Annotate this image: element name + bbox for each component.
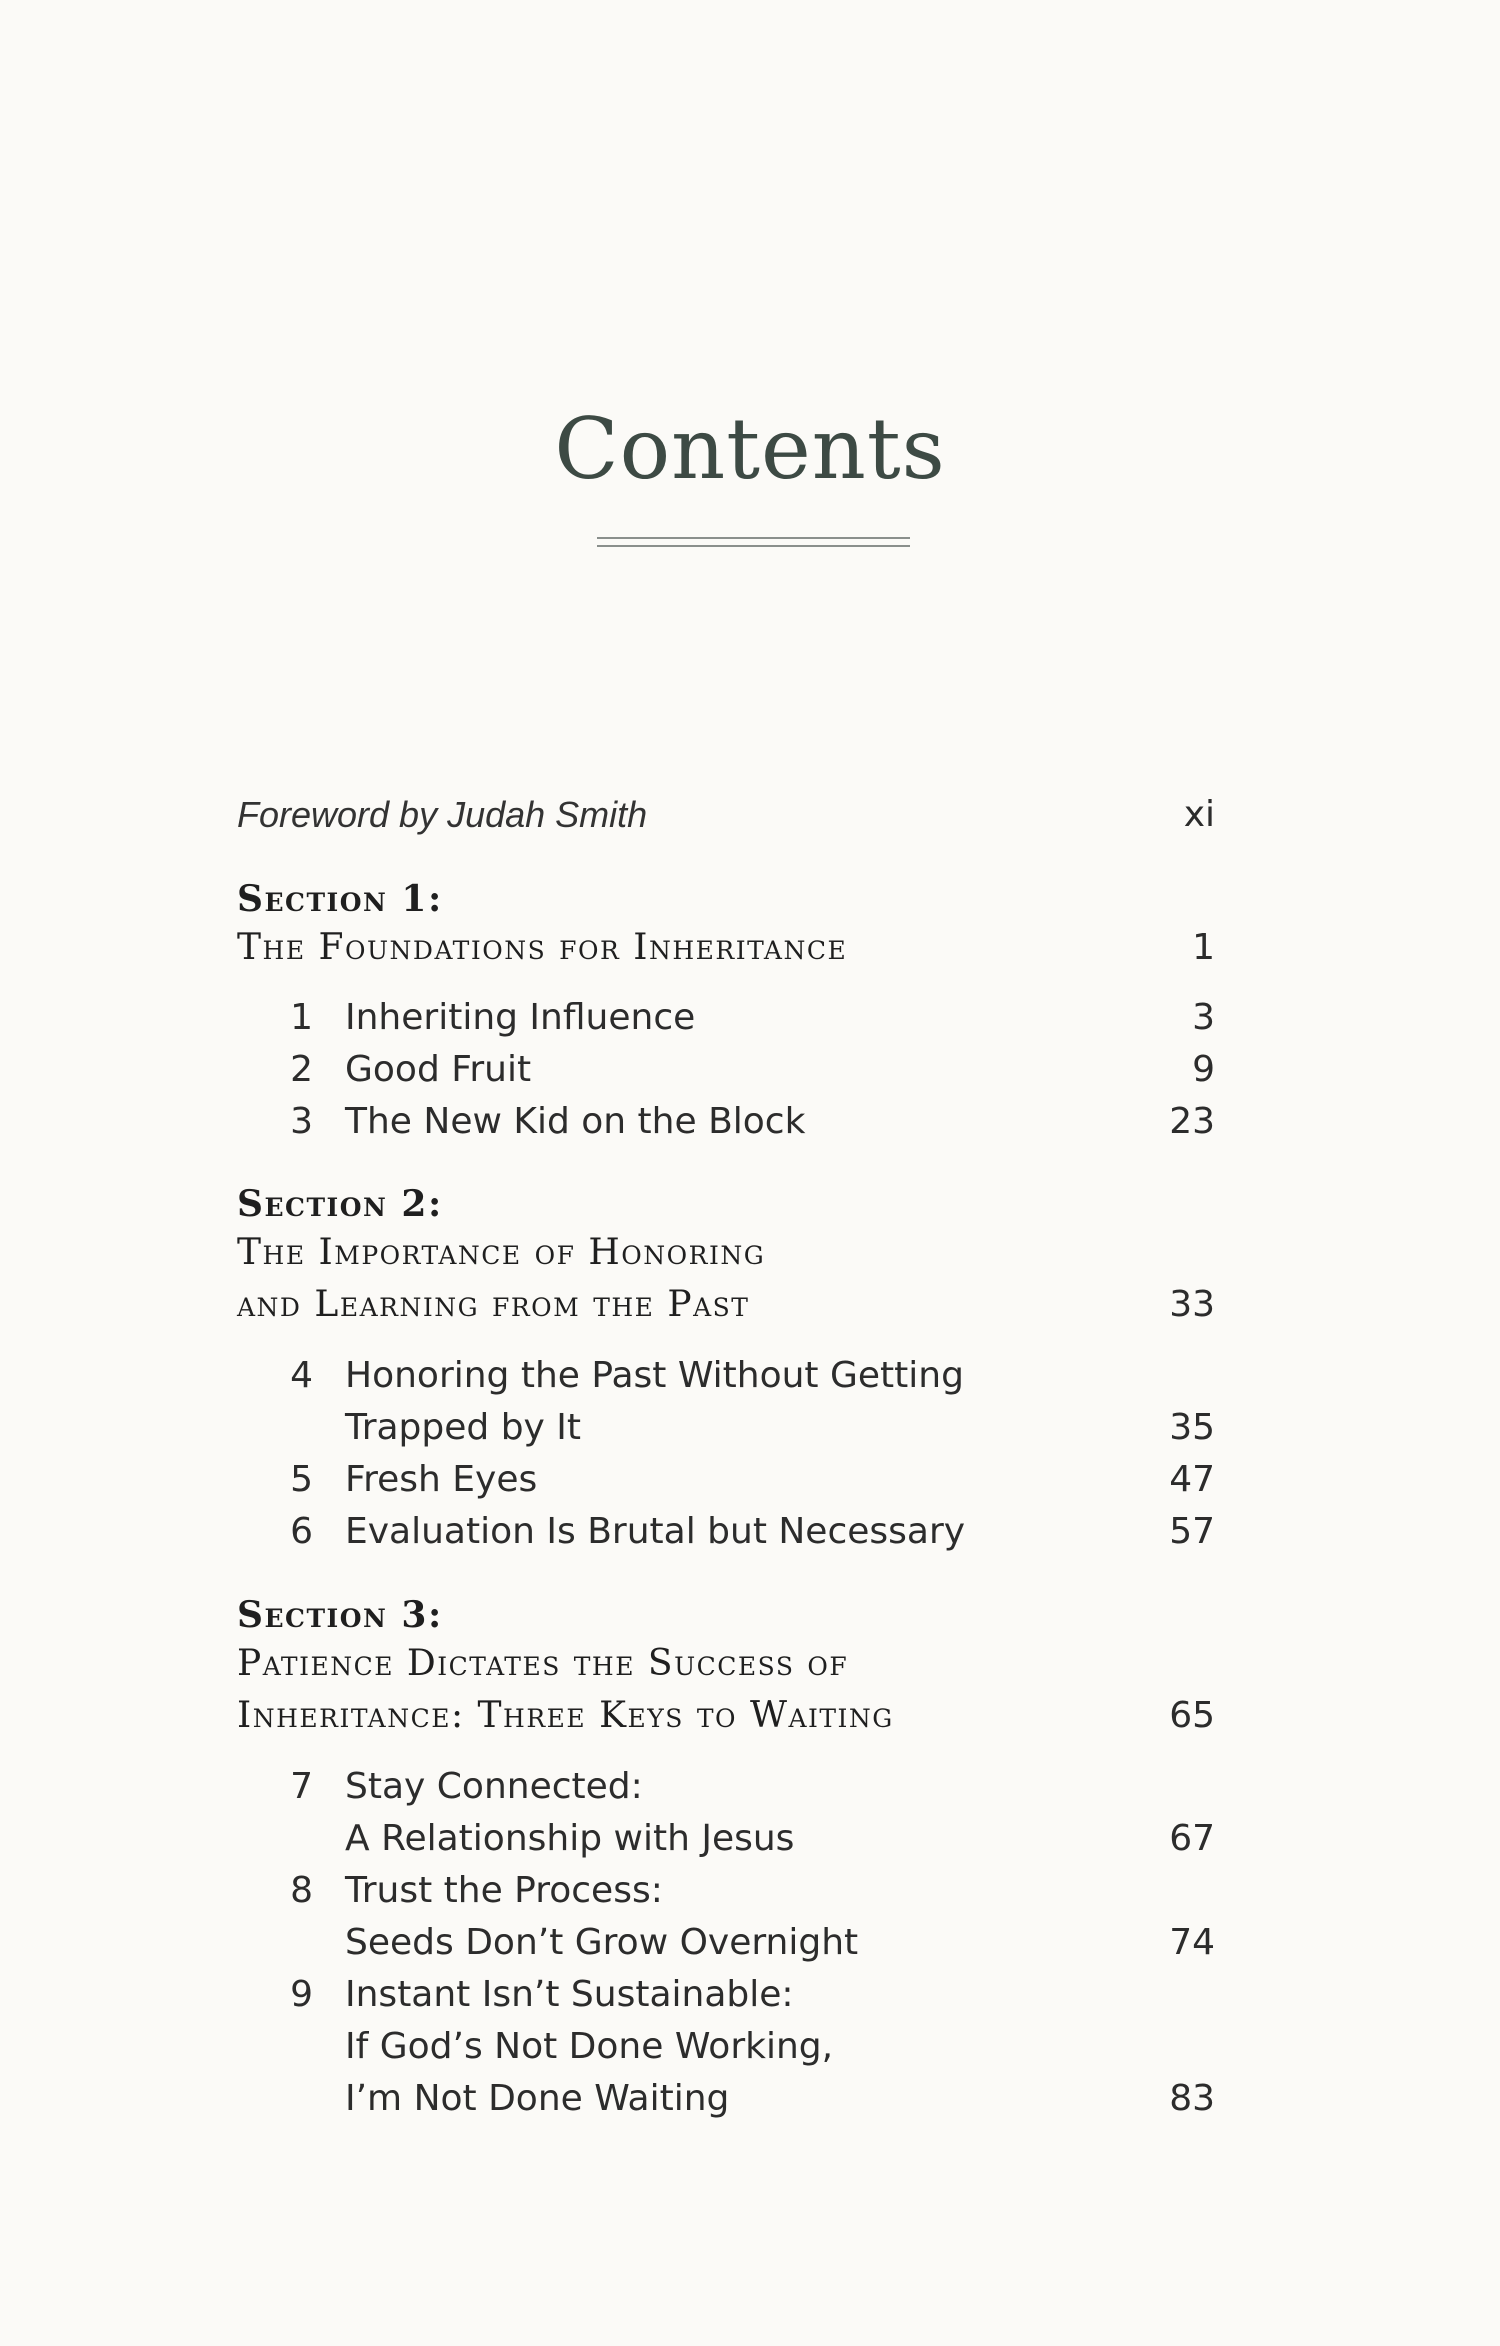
section-page-number: 65 bbox=[1169, 1695, 1215, 1736]
section-page-number: 33 bbox=[1169, 1284, 1215, 1325]
section-title-text: The Foundations for Inheritance bbox=[237, 927, 848, 968]
chapter-title: A Relationship with Jesus bbox=[345, 1818, 795, 1859]
chapter-title: If God’s Not Done Working, bbox=[345, 2026, 834, 2067]
chapter-entry[interactable] bbox=[237, 1096, 1215, 1148]
chapter-entry[interactable] bbox=[237, 1865, 1215, 1917]
chapter-entry[interactable] bbox=[237, 2073, 1215, 2125]
chapter-page-number: 3 bbox=[1192, 997, 1215, 1038]
chapter-title: Trust the Process: bbox=[345, 1870, 663, 1911]
chapter-page-number: 23 bbox=[1169, 1101, 1215, 1142]
chapter-number: 3 bbox=[290, 1101, 313, 1142]
chapter-title: Inheriting Influence bbox=[345, 997, 696, 1038]
section-heading-text: Section 2: bbox=[237, 1183, 443, 1225]
section-heading-text: Section 3: bbox=[237, 1594, 443, 1636]
chapter-page-number: 74 bbox=[1169, 1922, 1215, 1963]
chapter-title: Trapped by It bbox=[345, 1407, 582, 1448]
section-heading[interactable] bbox=[237, 873, 1215, 925]
chapter-page-number: 67 bbox=[1169, 1818, 1215, 1859]
chapter-title: Good Fruit bbox=[345, 1049, 532, 1090]
title-rule-bottom bbox=[597, 545, 910, 547]
foreword-entry[interactable] bbox=[237, 789, 1215, 841]
chapter-title: Instant Isn’t Sustainable: bbox=[345, 1974, 794, 2015]
chapter-page-number: 35 bbox=[1169, 1407, 1215, 1448]
chapter-entry[interactable] bbox=[237, 1969, 1215, 2021]
section-title-line[interactable] bbox=[237, 1690, 1215, 1742]
chapter-entry[interactable] bbox=[237, 992, 1215, 1044]
chapter-number: 1 bbox=[290, 997, 313, 1038]
chapter-title: The New Kid on the Block bbox=[345, 1101, 806, 1142]
chapter-entry[interactable] bbox=[237, 1454, 1215, 1506]
chapter-title: Stay Connected: bbox=[345, 1766, 643, 1807]
section-page-number: 1 bbox=[1192, 927, 1215, 968]
section-title-line[interactable] bbox=[237, 1638, 1215, 1690]
chapter-number: 8 bbox=[290, 1870, 313, 1911]
chapter-number: 7 bbox=[290, 1766, 313, 1807]
chapter-entry[interactable] bbox=[237, 1044, 1215, 1096]
section-title-line[interactable] bbox=[237, 1279, 1215, 1331]
chapter-title: I’m Not Done Waiting bbox=[345, 2078, 730, 2119]
section-title-text: The Importance of Honoring bbox=[237, 1232, 766, 1273]
chapter-title: Fresh Eyes bbox=[345, 1459, 538, 1500]
section-title-text: and Learning from the Past bbox=[237, 1284, 750, 1325]
chapter-title: Evaluation Is Brutal but Necessary bbox=[345, 1511, 966, 1552]
chapter-number: 5 bbox=[290, 1459, 313, 1500]
chapter-entry[interactable] bbox=[237, 1350, 1215, 1402]
section-title-line[interactable] bbox=[237, 922, 1215, 974]
section-heading-text: Section 1: bbox=[237, 878, 443, 920]
chapter-entry[interactable] bbox=[237, 1761, 1215, 1813]
chapter-number: 4 bbox=[290, 1355, 313, 1396]
foreword-page: xi bbox=[1183, 794, 1215, 835]
chapter-entry[interactable] bbox=[237, 1402, 1215, 1454]
chapter-page-number: 47 bbox=[1169, 1459, 1215, 1500]
chapter-entry[interactable] bbox=[237, 1813, 1215, 1865]
section-title-line[interactable] bbox=[237, 1227, 1215, 1279]
chapter-entry[interactable] bbox=[237, 2021, 1215, 2073]
chapter-page-number: 57 bbox=[1169, 1511, 1215, 1552]
chapter-number: 2 bbox=[290, 1049, 313, 1090]
page-title: Contents bbox=[554, 400, 946, 498]
chapter-title: Honoring the Past Without Getting bbox=[345, 1355, 964, 1396]
chapter-number: 9 bbox=[290, 1974, 313, 2015]
chapter-page-number: 83 bbox=[1169, 2078, 1215, 2119]
chapter-title: Seeds Don’t Grow Overnight bbox=[345, 1922, 859, 1963]
chapter-number: 6 bbox=[290, 1511, 313, 1552]
foreword-label: Foreword by Judah Smith bbox=[237, 794, 648, 835]
section-heading[interactable] bbox=[237, 1178, 1215, 1230]
section-heading[interactable] bbox=[237, 1589, 1215, 1641]
chapter-entry[interactable] bbox=[237, 1506, 1215, 1558]
chapter-entry[interactable] bbox=[237, 1917, 1215, 1969]
section-title-text: Patience Dictates the Success of bbox=[237, 1643, 849, 1684]
chapter-page-number: 9 bbox=[1192, 1049, 1215, 1090]
section-title-text: Inheritance: Three Keys to Waiting bbox=[237, 1695, 894, 1736]
title-rule-top bbox=[597, 537, 910, 539]
